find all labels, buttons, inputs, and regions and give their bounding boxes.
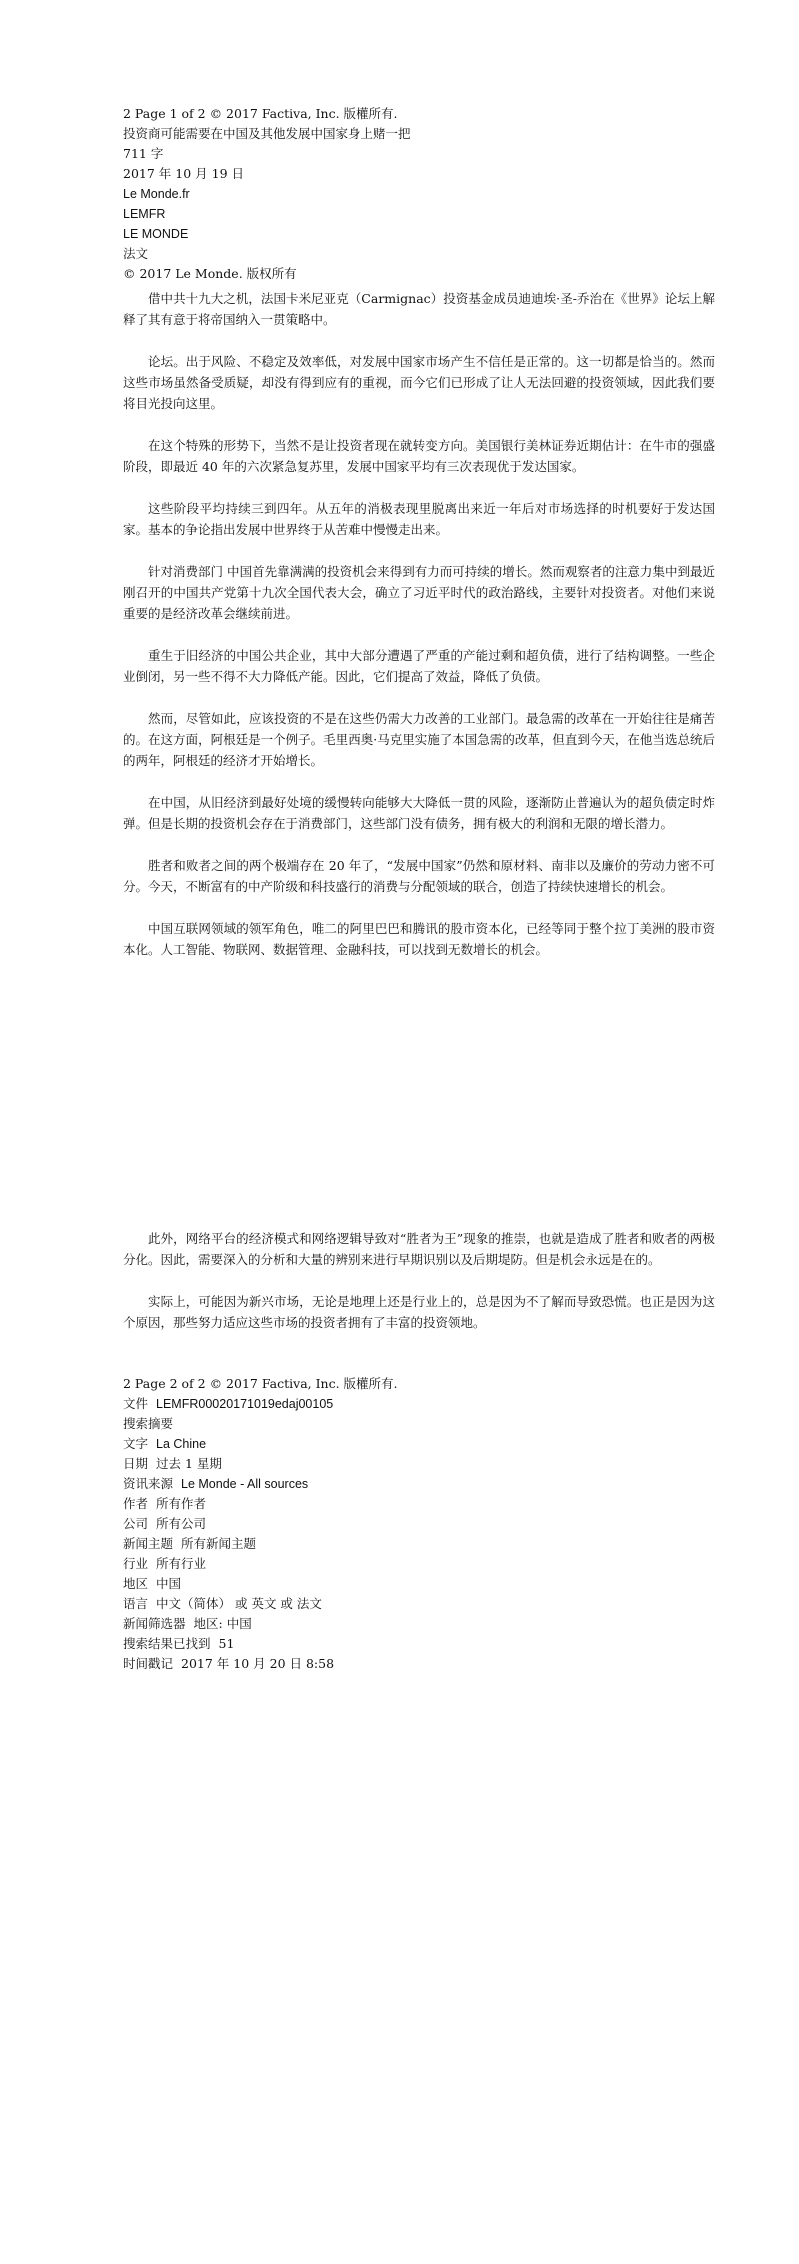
summary-row: 日期 过去 1 星期 [123,1456,222,1471]
paragraph: 借中共十九大之机，法国卡米尼亚克（Carmignac）投资基金成员迪迪埃·圣-乔治在《世界》论坛上解释了其有意于将帝国纳入一贯策略中。 [123,291,715,327]
paragraph: 中国互联网领域的领军角色，唯二的阿里巴巴和腾讯的股市资本化，已经等同于整个拉丁美洲的股市资本化。人工智能、物联网、数据管理、金融科技，可以找到无数增长的机会。 [123,921,715,957]
summary-row: 作者 所有作者 [123,1496,207,1511]
source-title: LE MONDE [123,227,189,241]
source-name: Le Monde.fr [123,187,190,201]
article-header [123,104,683,284]
paragraph: 论坛。出于风险、不稳定及效率低，对发展中国家市场产生不信任是正常的。这一切都是恰当的。然而这些市场虽然备受质疑，却没有得到应有的重视，而今它们已形成了让人无法回避的投资领域，因此我们要将目光投向这里。 [123,354,715,411]
paragraph: 胜者和败者之间的两个极端存在 20 年了，“发展中国家”仍然和原材料、南非以及廉价的劳动力密不可分。今天，不断富有的中产阶级和科技盛行的消费与分配领域的联合，创造了持续快速增长的机会。 [123,858,715,894]
summary-row: 新闻主题 所有新闻主题 [123,1536,257,1551]
summary-row: 搜索摘要 [123,1416,174,1431]
summary-row: 地区 中国 [123,1576,182,1591]
article-body-continued [123,1228,715,1354]
paragraph: 在中国，从旧经济到最好处境的缓慢转向能够大大降低一贯的风险，逐渐防止普遍认为的超负债定时炸弹。但是长期的投资机会存在于消费部门，这些部门没有债务，拥有极大的利润和无限的增长潜力。 [123,795,715,831]
page-indicator: 2 Page 1 of 2 © 2017 Factiva, Inc. 版權所有. [123,106,398,121]
paragraph: 此外，网络平台的经济模式和网络逻辑导致对“胜者为王”现象的推崇，也就是造成了胜者和败者的两极分化。因此，需要深入的分析和大量的辨别来进行早期识别以及后期堤防。但是机会永远是在的。 [123,1231,715,1267]
paragraph: 实际上，可能因为新兴市场，无论是地理上还是行业上的，总是因为不了解而导致恐慌。也正是因为这个原因，那些努力适应这些市场的投资者拥有了丰富的投资领地。 [123,1294,715,1330]
publish-date: 2017 年 10 月 19 日 [123,166,244,181]
summary-row: 公司 所有公司 [123,1516,207,1531]
paragraph: 这些阶段平均持续三到四年。从五年的消极表现里脱离出来近一年后对市场选择的时机要好于发达国家。基本的争论指出发展中世界终于从苦难中慢慢走出来。 [123,501,715,537]
summary-row: 语言 中文（简体） 或 英文 或 法文 [123,1596,322,1611]
summary-row: 行业 所有行业 [123,1556,207,1571]
paragraph: 针对消费部门 中国首先靠满满的投资机会来得到有力而可持续的增长。然而观察者的注意力集中到最近刚召开的中国共产党第十九次全国代表大会，确立了习近平时代的政治路线，主要针对投资者。对他们来说重要的是经济改革会继续前进。 [123,564,715,621]
word-count: 711 字 [123,146,164,161]
search-summary [123,1374,683,1674]
paragraph: 重生于旧经济的中国公共企业，其中大部分遭遇了严重的产能过剩和超负债，进行了结构调整。一些企业倒闭，另一些不得不大力降低产能。因此，它们提高了效益，降低了负债。 [123,648,715,684]
page-indicator: 2 Page 2 of 2 © 2017 Factiva, Inc. 版權所有. [123,1376,398,1391]
article-body [123,288,715,981]
summary-row: 新闻筛选器 地区: 中国 [123,1616,252,1631]
article-headline: 投资商可能需要在中国及其他发展中国家身上赌一把 [123,126,411,141]
summary-row: 资讯来源 Le Monde - All sources [123,1476,309,1491]
language-label: 法文 [123,246,149,261]
source-code: LEMFR [123,207,166,221]
copyright-line: © 2017 Le Monde. 版权所有 [123,266,297,281]
paragraph: 在这个特殊的形势下，当然不是让投资者现在就转变方向。美国银行美林证券近期估计：在牛市的强盛阶段，即最近 40 年的六次紧急复苏里，发展中国家平均有三次表现优于发达国家。 [123,438,715,474]
summary-row: 文字 La Chine [123,1436,207,1451]
summary-row: 文件 LEMFR00020171019edaj00105 [123,1396,334,1411]
paragraph: 然而，尽管如此，应该投资的不是在这些仍需大力改善的工业部门。最急需的改革在一开始往往是痛苦的。在这方面，阿根廷是一个例子。毛里西奥·马克里实施了本国急需的改革，但直到今天，在他当选总统后的两年，阿根廷的经济才开始增长。 [123,711,715,768]
summary-row: 时间戳记 2017 年 10 月 20 日 8:58 [123,1656,335,1671]
summary-row: 搜索结果已找到 51 [123,1636,235,1651]
